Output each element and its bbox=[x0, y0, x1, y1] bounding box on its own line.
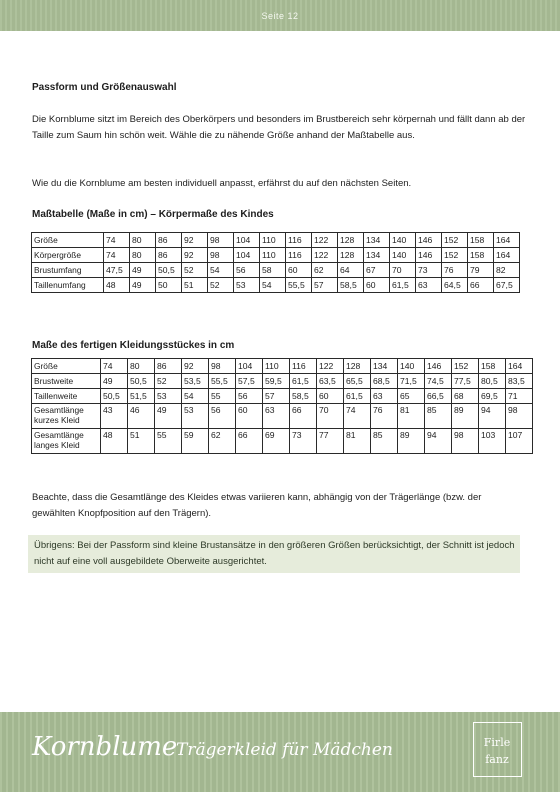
table-cell: 134 bbox=[371, 359, 398, 374]
table-cell: 104 bbox=[236, 359, 263, 374]
table-cell: 128 bbox=[344, 359, 371, 374]
table-cell: 66 bbox=[236, 429, 263, 454]
table-cell: 50,5 bbox=[101, 389, 128, 404]
table2-title: Maße des fertigen Kleidungsstückes in cm bbox=[32, 340, 235, 351]
header-band bbox=[0, 0, 560, 31]
table-cell: 63 bbox=[416, 278, 442, 293]
table-cell: 60 bbox=[286, 263, 312, 278]
brand-name: Kornblume bbox=[32, 732, 178, 762]
table-cell: 47,5 bbox=[104, 263, 130, 278]
table-cell: 69 bbox=[263, 429, 290, 454]
table-cell: 86 bbox=[156, 248, 182, 263]
row-label-cell: Gesamtlänge langes Kleid bbox=[32, 429, 101, 454]
row-label-cell: Größe bbox=[32, 359, 101, 374]
table-cell: 80 bbox=[130, 248, 156, 263]
table-cell: 61,5 bbox=[344, 389, 371, 404]
table-cell: 67 bbox=[364, 263, 390, 278]
table-row bbox=[32, 404, 533, 429]
table-cell: 92 bbox=[182, 248, 208, 263]
table-row bbox=[32, 429, 533, 454]
table-cell: 122 bbox=[312, 248, 338, 263]
brand-tagline: Trägerkleid für Mädchen bbox=[176, 740, 393, 760]
table-cell: 48 bbox=[104, 278, 130, 293]
table-cell: 128 bbox=[338, 233, 364, 248]
row-label-cell: Brustweite bbox=[32, 374, 101, 389]
table-cell: 104 bbox=[234, 248, 260, 263]
body-measurements-table bbox=[31, 232, 520, 293]
table-cell: 140 bbox=[390, 233, 416, 248]
table-cell: 58 bbox=[260, 263, 286, 278]
table-cell: 85 bbox=[371, 429, 398, 454]
table-cell: 61,5 bbox=[390, 278, 416, 293]
table-cell: 57,5 bbox=[236, 374, 263, 389]
table-cell: 53,5 bbox=[182, 374, 209, 389]
table-cell: 98 bbox=[209, 359, 236, 374]
table-cell: 54 bbox=[182, 389, 209, 404]
table-cell: 49 bbox=[130, 263, 156, 278]
table-cell: 74 bbox=[104, 248, 130, 263]
table-row bbox=[32, 374, 533, 389]
table-cell: 69,5 bbox=[479, 389, 506, 404]
table-cell: 107 bbox=[506, 429, 533, 454]
adjust-paragraph: Wie du die Kornblume am besten individuell anpasst, erfährst du auf den nächsten Seiten. bbox=[32, 178, 412, 189]
table-cell: 60 bbox=[236, 404, 263, 429]
table-cell: 110 bbox=[263, 359, 290, 374]
table-cell: 66 bbox=[468, 278, 494, 293]
table-cell: 73 bbox=[416, 263, 442, 278]
table-cell: 63,5 bbox=[317, 374, 344, 389]
table-cell: 66,5 bbox=[425, 389, 452, 404]
section-title: Passform und Größenauswahl bbox=[32, 82, 177, 93]
row-label-cell: Taillenweite bbox=[32, 389, 101, 404]
table-cell: 55,5 bbox=[286, 278, 312, 293]
table-cell: 146 bbox=[416, 248, 442, 263]
table-cell: 77 bbox=[317, 429, 344, 454]
table-cell: 57 bbox=[312, 278, 338, 293]
table-cell: 71,5 bbox=[398, 374, 425, 389]
table-cell: 79 bbox=[468, 263, 494, 278]
row-label-cell: Gesamtlänge kurzes Kleid bbox=[32, 404, 101, 429]
table-cell: 43 bbox=[101, 404, 128, 429]
table-cell: 81 bbox=[344, 429, 371, 454]
table1-title: Maßtabelle (Maße in cm) – Körpermaße des Kindes bbox=[32, 209, 274, 220]
table-cell: 55,5 bbox=[209, 374, 236, 389]
table-cell: 59,5 bbox=[263, 374, 290, 389]
table-cell: 110 bbox=[260, 248, 286, 263]
table-cell: 58,5 bbox=[338, 278, 364, 293]
intro-paragraph: Die Kornblume sitzt im Bereich des Oberkörpers und besonders im Brustbereich sehr körpernah und fällt dann ab der Taille zum Saum hin schön weit. Wähle die zu nähende Größe anhand der Maßtabelle aus. bbox=[32, 114, 526, 141]
row-label-cell: Brustumfang bbox=[32, 263, 104, 278]
table-cell: 134 bbox=[364, 233, 390, 248]
fit-note-text: Übrigens: Bei der Passform sind kleine Brustansätze in den größeren Größen berücksichtigt, der Schnitt ist jedoch nicht auf eine voll ausgebildete Oberweite ausgerichtet. bbox=[34, 540, 515, 567]
table-cell: 103 bbox=[479, 429, 506, 454]
table-row bbox=[32, 359, 533, 374]
table-cell: 164 bbox=[494, 248, 520, 263]
table-cell: 104 bbox=[234, 233, 260, 248]
table-cell: 74 bbox=[101, 359, 128, 374]
table-cell: 110 bbox=[260, 233, 286, 248]
table-cell: 98 bbox=[452, 429, 479, 454]
table-cell: 82 bbox=[494, 263, 520, 278]
table-cell: 76 bbox=[371, 404, 398, 429]
table-row bbox=[32, 389, 533, 404]
table-cell: 50,5 bbox=[156, 263, 182, 278]
table-cell: 80,5 bbox=[479, 374, 506, 389]
row-label-cell: Taillenumfang bbox=[32, 278, 104, 293]
footer-band bbox=[0, 712, 560, 792]
table-cell: 68,5 bbox=[371, 374, 398, 389]
table-cell: 98 bbox=[208, 233, 234, 248]
table-cell: 51 bbox=[128, 429, 155, 454]
table-cell: 63 bbox=[371, 389, 398, 404]
table-cell: 94 bbox=[425, 429, 452, 454]
table-cell: 53 bbox=[155, 389, 182, 404]
table-cell: 49 bbox=[130, 278, 156, 293]
table-cell: 49 bbox=[155, 404, 182, 429]
table-cell: 70 bbox=[390, 263, 416, 278]
table-cell: 134 bbox=[364, 248, 390, 263]
table-cell: 53 bbox=[234, 278, 260, 293]
table-cell: 59 bbox=[182, 429, 209, 454]
table-cell: 98 bbox=[506, 404, 533, 429]
table-cell: 55 bbox=[155, 429, 182, 454]
table-cell: 56 bbox=[234, 263, 260, 278]
length-note: Beachte, dass die Gesamtlänge des Kleides etwas variieren kann, abhängig von der Trägerlänge (bzw. der gewählten Knopfposition auf den Trägern). bbox=[32, 492, 482, 519]
table-cell: 81 bbox=[398, 404, 425, 429]
table-row bbox=[32, 248, 520, 263]
table-cell: 56 bbox=[236, 389, 263, 404]
table-cell: 73 bbox=[290, 429, 317, 454]
table-cell: 80 bbox=[130, 233, 156, 248]
table-cell: 49 bbox=[101, 374, 128, 389]
table-cell: 61,5 bbox=[290, 374, 317, 389]
page-number: Seite 12 bbox=[261, 11, 299, 21]
table-cell: 164 bbox=[494, 233, 520, 248]
garment-measurements-table bbox=[31, 358, 533, 454]
logo-line-1: Firle bbox=[483, 736, 511, 749]
table-cell: 52 bbox=[155, 374, 182, 389]
table-cell: 146 bbox=[425, 359, 452, 374]
table-cell: 65 bbox=[398, 389, 425, 404]
table-row bbox=[32, 278, 520, 293]
table-cell: 58,5 bbox=[290, 389, 317, 404]
table-cell: 63 bbox=[263, 404, 290, 429]
table-cell: 67,5 bbox=[494, 278, 520, 293]
table-cell: 71 bbox=[506, 389, 533, 404]
table-cell: 85 bbox=[425, 404, 452, 429]
table-cell: 164 bbox=[506, 359, 533, 374]
table-cell: 158 bbox=[468, 248, 494, 263]
table-cell: 52 bbox=[182, 263, 208, 278]
table-cell: 50 bbox=[156, 278, 182, 293]
table-cell: 46 bbox=[128, 404, 155, 429]
table-cell: 53 bbox=[182, 404, 209, 429]
table-cell: 152 bbox=[452, 359, 479, 374]
table-cell: 116 bbox=[290, 359, 317, 374]
table-cell: 83,5 bbox=[506, 374, 533, 389]
table-cell: 62 bbox=[312, 263, 338, 278]
table-cell: 56 bbox=[209, 404, 236, 429]
table-cell: 51 bbox=[182, 278, 208, 293]
table-cell: 68 bbox=[452, 389, 479, 404]
table-cell: 89 bbox=[398, 429, 425, 454]
table-cell: 57 bbox=[263, 389, 290, 404]
row-label-cell: Größe bbox=[32, 233, 104, 248]
table-cell: 140 bbox=[398, 359, 425, 374]
table-cell: 51,5 bbox=[128, 389, 155, 404]
table-cell: 66 bbox=[290, 404, 317, 429]
table-cell: 64,5 bbox=[442, 278, 468, 293]
table-cell: 128 bbox=[338, 248, 364, 263]
table-cell: 48 bbox=[101, 429, 128, 454]
row-label-cell: Körpergröße bbox=[32, 248, 104, 263]
table-cell: 52 bbox=[208, 278, 234, 293]
logo-line-2: fanz bbox=[485, 753, 509, 766]
table-cell: 54 bbox=[208, 263, 234, 278]
table-cell: 60 bbox=[364, 278, 390, 293]
table-cell: 92 bbox=[182, 359, 209, 374]
table-cell: 152 bbox=[442, 248, 468, 263]
table-cell: 89 bbox=[452, 404, 479, 429]
table-cell: 70 bbox=[317, 404, 344, 429]
table-cell: 50,5 bbox=[128, 374, 155, 389]
table-cell: 74 bbox=[104, 233, 130, 248]
firlefanz-logo bbox=[473, 722, 522, 777]
table-cell: 76 bbox=[442, 263, 468, 278]
table-cell: 86 bbox=[156, 233, 182, 248]
table-cell: 77,5 bbox=[452, 374, 479, 389]
table-cell: 158 bbox=[479, 359, 506, 374]
table-cell: 158 bbox=[468, 233, 494, 248]
table-cell: 146 bbox=[416, 233, 442, 248]
table-cell: 54 bbox=[260, 278, 286, 293]
table-cell: 116 bbox=[286, 248, 312, 263]
table-cell: 74,5 bbox=[425, 374, 452, 389]
table-cell: 116 bbox=[286, 233, 312, 248]
table-cell: 65,5 bbox=[344, 374, 371, 389]
table-cell: 122 bbox=[312, 233, 338, 248]
table-cell: 62 bbox=[209, 429, 236, 454]
table-cell: 94 bbox=[479, 404, 506, 429]
table-cell: 60 bbox=[317, 389, 344, 404]
table-cell: 152 bbox=[442, 233, 468, 248]
fit-note-box bbox=[28, 535, 520, 573]
table-cell: 55 bbox=[209, 389, 236, 404]
table-cell: 140 bbox=[390, 248, 416, 263]
table-cell: 86 bbox=[155, 359, 182, 374]
table-row bbox=[32, 233, 520, 248]
table-cell: 98 bbox=[208, 248, 234, 263]
table-row bbox=[32, 263, 520, 278]
table-cell: 64 bbox=[338, 263, 364, 278]
table-cell: 122 bbox=[317, 359, 344, 374]
table-cell: 92 bbox=[182, 233, 208, 248]
table-cell: 80 bbox=[128, 359, 155, 374]
table-cell: 74 bbox=[344, 404, 371, 429]
